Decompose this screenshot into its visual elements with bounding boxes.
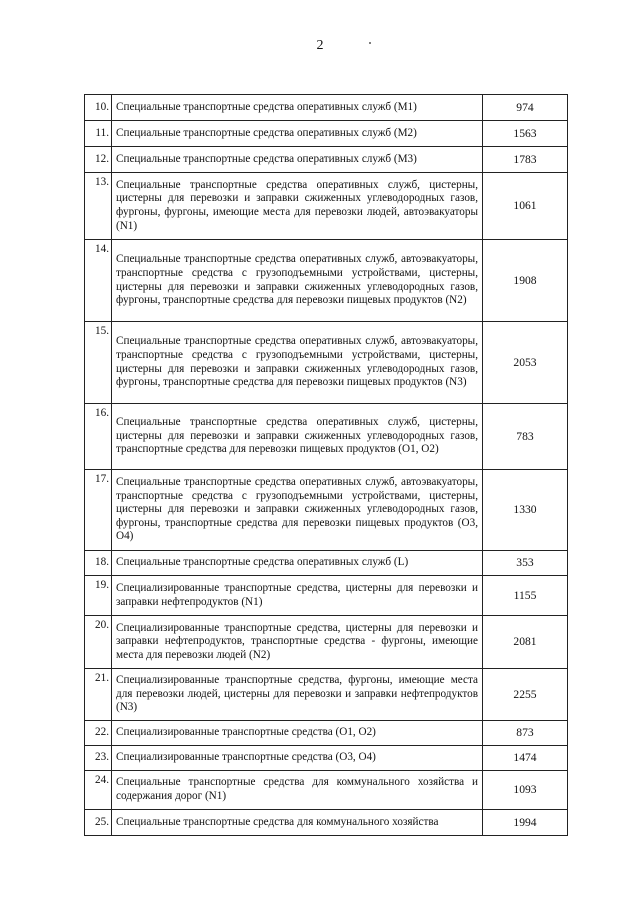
row-description: Специализированные транспортные средства, фургоны, имеющие места для перевозки людей, цистерны для перевозки и заправки нефтепродуктов (N3) [112, 669, 483, 721]
row-description: Специальные транспортные средства оперативных служб (L) [112, 551, 483, 576]
row-description: Специальные транспортные средства оперативных служб, автоэвакуаторы, транспортные средства с грузоподъемными устройствами, цистерны, цистерны для перевозки и заправки сжиженных углеводородных газов, фургоны, транспортные средства для перевозки пищевых продуктов (O3, O4) [112, 470, 483, 551]
page-number: 2 [316, 38, 324, 53]
table-row [85, 147, 568, 173]
table-row [85, 721, 568, 746]
table-row [85, 810, 568, 836]
row-value: 2081 [483, 616, 568, 669]
row-number: 12. [85, 147, 112, 173]
rates-table [84, 94, 568, 836]
table-row [85, 404, 568, 470]
row-description: Специальные транспортные средства для коммунального хозяйства [112, 810, 483, 836]
row-number: 18. [85, 551, 112, 576]
row-description: Специальные транспортные средства оперативных служб (M1) [112, 95, 483, 121]
row-value: 1994 [483, 810, 568, 836]
row-number: 24. [85, 771, 112, 810]
table-row [85, 322, 568, 404]
table-row [85, 551, 568, 576]
row-value: 1093 [483, 771, 568, 810]
row-description: Специализированные транспортные средства (O1, O2) [112, 721, 483, 746]
row-number: 15. [85, 322, 112, 404]
row-description: Специальные транспортные средства оперативных служб, автоэвакуаторы, транспортные средства с грузоподъемными устройствами, цистерны, цистерны для перевозки и заправки сжиженных углеводородных газов, фургоны, транспортные средства для перевозки пищевых продуктов (N2) [112, 240, 483, 322]
row-value: 2053 [483, 322, 568, 404]
table-row [85, 669, 568, 721]
row-value: 974 [483, 95, 568, 121]
row-description: Специальные транспортные средства для коммунального хозяйства и содержания дорог (N1) [112, 771, 483, 810]
row-description: Специальные транспортные средства оперативных служб, цистерны, цистерны для перевозки и заправки сжиженных углеводородных газов, фургоны, фургоны, имеющие места для перевозки людей, автоэвакуаторы (N1) [112, 173, 483, 240]
table-row [85, 470, 568, 551]
table-row [85, 95, 568, 121]
row-number: 25. [85, 810, 112, 836]
row-description: Специальные транспортные средства оперативных служб, цистерны, цистерны для перевозки и заправки сжиженных углеводородных газов, транспортные средства для перевозки пищевых продуктов (O1, O2) [112, 404, 483, 470]
row-value: 2255 [483, 669, 568, 721]
row-number: 16. [85, 404, 112, 470]
table-row [85, 576, 568, 616]
row-number: 20. [85, 616, 112, 669]
table-row [85, 240, 568, 322]
row-value: 1474 [483, 746, 568, 771]
row-value: 783 [483, 404, 568, 470]
row-number: 13. [85, 173, 112, 240]
table-row [85, 771, 568, 810]
row-number: 21. [85, 669, 112, 721]
row-number: 10. [85, 95, 112, 121]
row-number: 11. [85, 121, 112, 147]
row-value: 1330 [483, 470, 568, 551]
table-row [85, 746, 568, 771]
table-row [85, 121, 568, 147]
row-description: Специальные транспортные средства оперативных служб (M2) [112, 121, 483, 147]
row-description: Специализированные транспортные средства (O3, O4) [112, 746, 483, 771]
row-value: 353 [483, 551, 568, 576]
row-number: 23. [85, 746, 112, 771]
row-description: Специальные транспортные средства оперативных служб (M3) [112, 147, 483, 173]
row-number: 14. [85, 240, 112, 322]
row-description: Специализированные транспортные средства, цистерны для перевозки и заправки нефтепродуктов (N1) [112, 576, 483, 616]
row-value: 1563 [483, 121, 568, 147]
table-row [85, 616, 568, 669]
row-description: Специальные транспортные средства оперативных служб, автоэвакуаторы, транспортные средства с грузоподъемными устройствами, цистерны, цистерны для перевозки и заправки сжиженных углеводородных газов, фургоны, транспортные средства для перевозки пищевых продуктов (N3) [112, 322, 483, 404]
row-number: 19. [85, 576, 112, 616]
row-number: 22. [85, 721, 112, 746]
row-value: 1155 [483, 576, 568, 616]
table-row [85, 173, 568, 240]
row-number: 17. [85, 470, 112, 551]
row-value: 1061 [483, 173, 568, 240]
scan-speck [369, 42, 371, 44]
row-description: Специализированные транспортные средства, цистерны для перевозки и заправки нефтепродуктов, транспортные средства - фургоны, имеющие места для перевозки людей (N2) [112, 616, 483, 669]
row-value: 873 [483, 721, 568, 746]
row-value: 1783 [483, 147, 568, 173]
row-value: 1908 [483, 240, 568, 322]
